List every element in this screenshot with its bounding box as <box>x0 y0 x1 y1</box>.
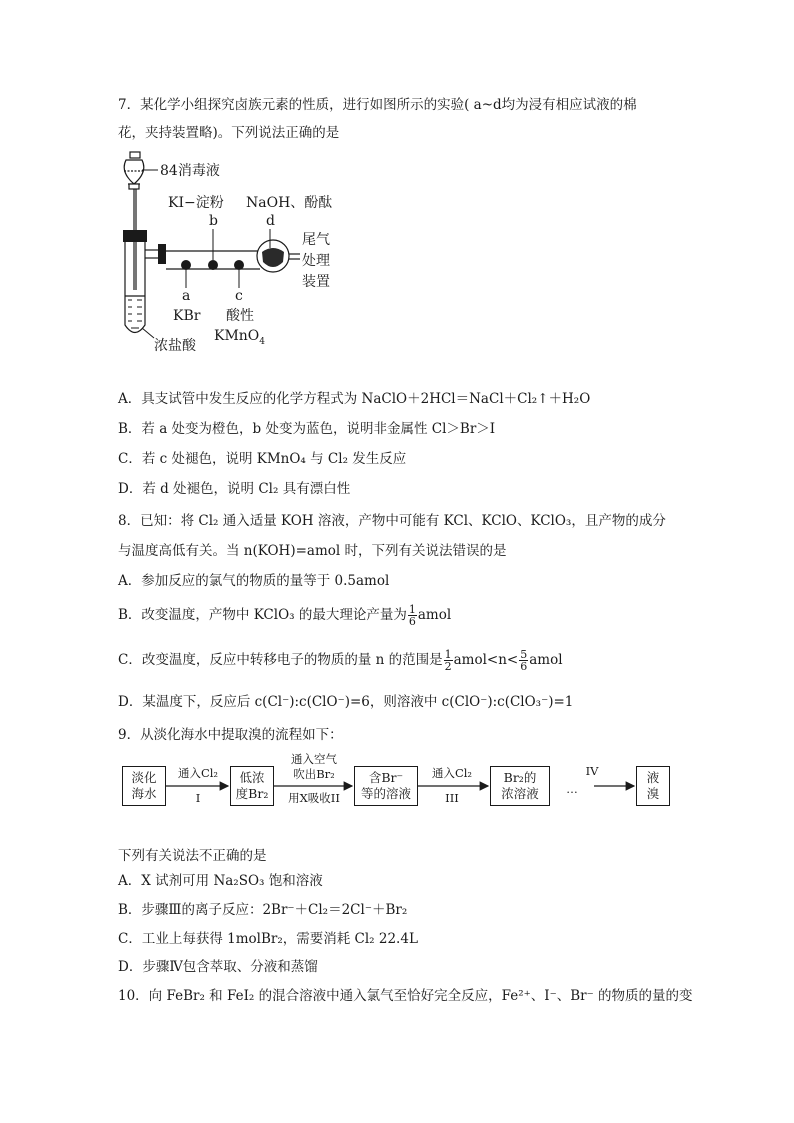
c-letter: c <box>235 288 243 304</box>
bottom-label: 浓盐酸 <box>154 338 196 354</box>
q9-flowchart <box>118 754 678 814</box>
q7-option-d: D．若 d 处褪色，说明 Cl₂ 具有漂白性 <box>118 481 351 497</box>
flow-arrow4-bottom: … <box>566 782 578 796</box>
q8-option-c-mid: amol<n< <box>453 652 519 668</box>
connector-stopper <box>158 244 166 264</box>
q8-option-d: D．某温度下，反应后 c(Cl⁻):c(ClO⁻)=6，则溶液中 c(ClO⁻):c(ClO₃⁻)=1 <box>118 694 574 710</box>
q7-option-a: A．具支试管中发生反应的化学方程式为 NaClO＋2HCl＝NaCl＋Cl₂↑＋H₂O <box>118 391 591 407</box>
cotton-a <box>181 260 191 270</box>
d-letter: d <box>266 213 275 229</box>
a-reagent-label: KBr <box>173 308 201 324</box>
fraction-denominator: 2 <box>444 660 452 673</box>
q8-option-c-fraction-2 <box>519 649 528 672</box>
bottom-leader-line <box>142 328 154 338</box>
q9-option-b: B．步骤Ⅲ的离子反应：2Br⁻＋Cl₂＝2Cl⁻＋Br₂ <box>118 902 408 918</box>
c-reagent-label-1: 酸性 <box>226 308 254 324</box>
tail-label-line2: 处理 <box>302 253 330 269</box>
c-reagent-label-2: KMnO$_4$ <box>214 328 266 347</box>
fraction-numerator: 1 <box>444 648 452 661</box>
q9-option-d: D．步骤Ⅳ包含萃取、分液和蒸馏 <box>118 959 318 975</box>
q9-lead: 下列有关说法不正确的是 <box>118 848 267 864</box>
q9-stem: 9．从淡化海水中提取溴的流程如下： <box>118 727 343 743</box>
a-letter: a <box>182 288 191 304</box>
q8-option-c-unit: amol <box>529 652 563 668</box>
q10-stem-line1: 10．向 FeBr₂ 和 FeI₂ 的混合溶液中通入氯气至恰好完全反应，Fe²⁺、I⁻、Br⁻ 的物质的量的变 <box>118 988 693 1004</box>
stopper <box>123 230 147 242</box>
flow-box-low-conc-br2: 低浓 度Br₂ <box>230 766 274 806</box>
q8-option-a: A．参加反应的氯气的物质的量等于 0.5amol <box>118 573 390 589</box>
fraction-numerator: 1 <box>408 603 416 616</box>
q8-option-b <box>118 604 451 627</box>
fraction-denominator: 6 <box>408 615 416 628</box>
q7-option-c: C．若 c 处褪色，说明 KMnO₄ 与 Cl₂ 发生反应 <box>118 451 407 467</box>
q8-option-b-fraction <box>408 604 417 627</box>
q7-apparatus-figure <box>118 150 368 360</box>
flow-box-br-solution: 含Br⁻ 等的溶液 <box>354 766 418 806</box>
q8-option-c-text: C．改变温度，反应中转移电子的物质的量 n 的范围是 <box>118 652 443 668</box>
b-reagent-label: KI−淀粉 <box>168 195 224 211</box>
d-reagent-label: NaOH、酚酞 <box>246 195 333 211</box>
flow-arrow3-top: 通入Cl₂ <box>431 766 473 780</box>
cotton-b <box>208 260 218 270</box>
q8-option-c-fraction-1 <box>444 649 453 672</box>
flow-arrow4-top: IV <box>585 764 599 778</box>
flow-arrow3-bottom: III <box>445 791 459 805</box>
q7-stem-line1: 7．某化学小组探究卤族元素的性质，进行如图所示的实验( a~d均为浸有相应试液的棉 <box>118 97 637 113</box>
fraction-numerator: 5 <box>520 648 528 661</box>
flow-box-br2-concentrated: Br₂的 浓溶液 <box>490 766 550 806</box>
q8-stem-line1: 8．已知：将 Cl₂ 通入适量 KOH 溶液，产物中可能有 KCl、KClO、KClO₃，且产物的成分 <box>118 513 666 529</box>
separatory-funnel <box>124 152 144 225</box>
q8-stem-line2: 与温度高低有关。当 n(KOH)=amol 时，下列有关说法错误的是 <box>118 543 507 559</box>
flow-arrow2-top1: 通入空气 <box>291 752 337 766</box>
flow-arrow1-bottom: I <box>195 791 201 805</box>
flow-arrow2-bottom: 用X吸收II <box>288 791 340 805</box>
cotton-c <box>234 260 244 270</box>
fraction-denominator: 6 <box>520 660 528 673</box>
tail-label-line1: 尾气 <box>302 232 330 248</box>
q8-option-b-unit: amol <box>417 607 452 623</box>
flow-arrow2-top2: 吹出Br₂ <box>293 767 335 781</box>
flow-arrows <box>118 754 678 814</box>
tail-label-line3: 装置 <box>302 274 330 290</box>
funnel-label: 84消毒液 <box>160 163 220 179</box>
flow-box-desalinated-seawater: 淡化 海水 <box>122 766 166 806</box>
flow-box-liquid-bromine: 液 溴 <box>636 766 670 806</box>
b-letter: b <box>209 213 218 229</box>
q8-option-b-text: B．改变温度，产物中 KClO₃ 的最大理论产量为 <box>118 607 407 623</box>
q9-option-c: C．工业上每获得 1molBr₂，需要消耗 Cl₂ 22.4L <box>118 931 418 947</box>
liquid-in-tube <box>128 300 142 328</box>
q7-option-b: B．若 a 处变为橙色，b 处变为蓝色，说明非金属性 Cl＞Br＞I <box>118 421 496 437</box>
q9-option-a: A．X 试剂可用 Na₂SO₃ 饱和溶液 <box>118 873 323 889</box>
q7-stem-line2: 花，夹持装置略)。下列说法正确的是 <box>118 125 340 141</box>
q8-option-c <box>118 649 563 672</box>
flow-arrow1-top: 通入Cl₂ <box>177 766 219 780</box>
